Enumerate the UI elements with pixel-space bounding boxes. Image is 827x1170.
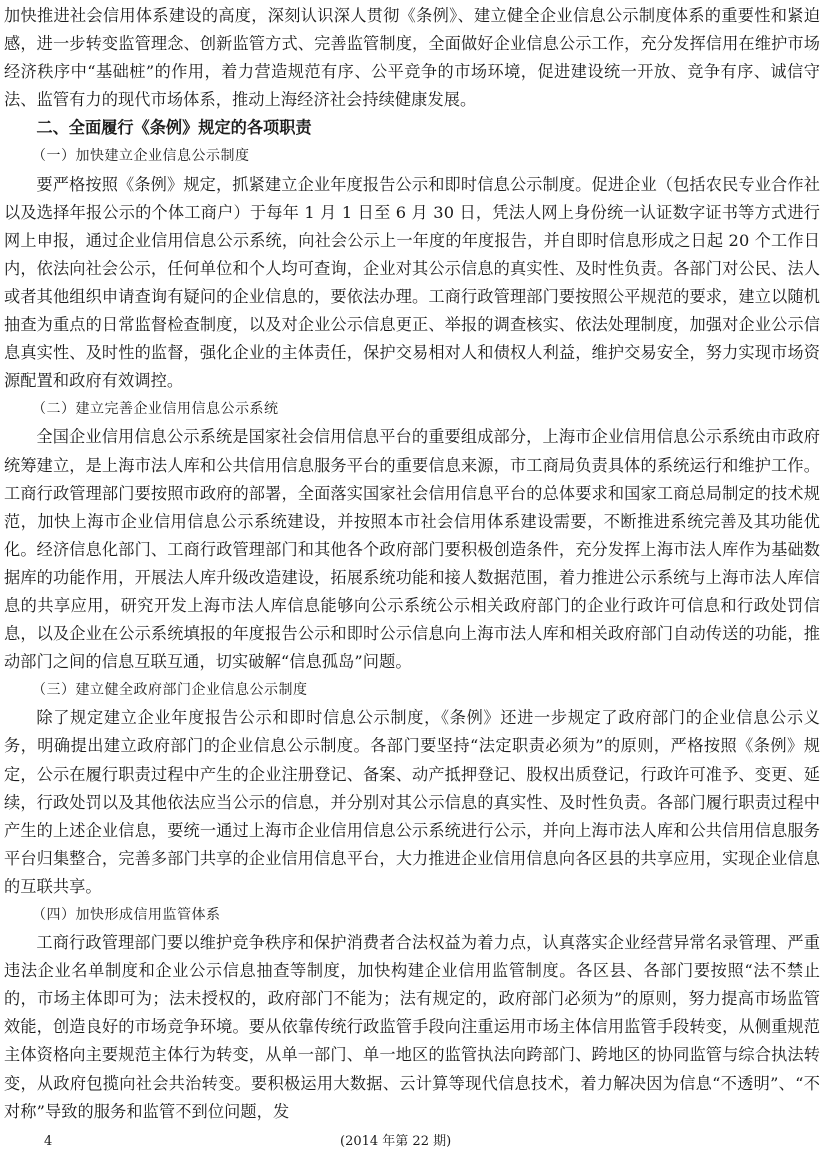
opening-paragraph: 加快推进社会信用体系建设的高度，深刻认识深人贯彻《条例》、建立健全企业信息公示制度体系的重要性和紧迫感，进一步转变监管理念、创新监管方式、完善监管制度，全面做好企业信息公示工作，充分发挥信用在维护市场经济秩序中“基础桩”的作用，着力营造规范有序、公平竞争的市场环境，促进建设统一开放、竞争有序、诚信守法、监管有力的现代市场体系，推动上海经济社会持续健康发展。 (4, 6, 820, 110)
subsection-paragraph-4: 工商行政管理部门要以维护竞争秩序和保护消费者合法权益为着力点，认真落实企业经营异常名录管理、严重违法企业名单制度和企业公示信息抽查等制度，加快构建企业信用监管制度。各区县、各部门要按照“法不禁止的，市场主体即可为；法未授权的，政府部门不能为；法有规定的，政府部门必须为”的原则，努力提高市场监管效能，创造良好的市场竞争环境。要从依靠传统行政监管手段向注重运用市场主体信用监管手段转变，从侧重规范主体资格向主要规范主体行为转变，从单一部门、单一地区的监管执法向跨部门、跨地区的协同监管与综合执法转变，从政府包揽向社会共治转变。要积极运用大数据、云计算等现代信息技术，着力解决因为信息“不透明”、“不对称”导致的服务和监管不到位问题，发 (4, 933, 820, 1121)
page-number: 4 (44, 1134, 53, 1149)
subsection-heading-1: （一）加快建立企业信息公示制度 (32, 148, 250, 165)
subsection-paragraph-2: 全国企业信用信息公示系统是国家社会信用信息平台的重要组成部分，上海市企业信用信息公示系统由市政府统筹建立，是上海市法人库和公共信用信息服务平台的重要信息来源，市工商局负责具体的系统运行和维护工作。工商行政管理部门要按照市政府的部署，全面落实国家社会信用信息平台的总体要求和国家工商总局制定的技术规范，加快上海市企业信用信息公示系统建设，并按照本市社会信用体系建设需要，不断推进系统完善及其功能优化。经济信息化部门、工商行政管理部门和其他各个政府部门要积极创造条件，充分发挥上海市法人库作为基础数据库的功能作用，开展法人库升级改造建设，拓展系统功能和接人数据范围，着力推进公示系统与上海市法人库信息的共享应用，研究开发上海市法人库信息能够向公示系统公示相关政府部门的企业行政许可信息和行政处罚信息，以及企业在公示系统填报的年度报告公示和即时公示信息向上海市法人库和相关政府部门自动传送的功能，推动部门之间的信息互联互通，切实破解“信息孤岛”问题。 (4, 427, 820, 672)
page-footer (0, 1130, 827, 1154)
subsection-heading-2: （二）建立完善企业信用信息公示系统 (32, 401, 279, 418)
subsection-heading-4: （四）加快形成信用监管体系 (32, 907, 221, 923)
document-body (4, 2, 820, 1126)
subsection-heading-3: （三）建立健全政府部门企业信息公示制度 (32, 682, 308, 699)
subsection-paragraph-3: 除了规定建立企业年度报告公示和即时信息公示制度，《条例》还进一步规定了政府部门的企业信息公示义务，明确提出建立政府部门的企业信息公示制度。各部门要坚持“法定职责必须为”的原则，严格按照《条例》规定，公示在履行职责过程中产生的企业注册登记、备案、动产抵押登记、股权出质登记，行政许可准予、变更、延续，行政处罚以及其他依法应当公示的信息，并分别对其公示信息的真实性、及时性负责。各部门履行职责过程中产生的上述企业信息，要统一通过上海市企业信用信息公示系统进行公示，并向上海市法人库和公共信用信息服务平台归集整合，完善多部门共享的企业信用信息平台，大力推进企业信用信息向各区县的共享应用，实现企业信息的互联共享。 (4, 708, 820, 896)
subsection-paragraph-1: 要严格按照《条例》规定，抓紧建立企业年度报告公示和即时信息公示制度。促进企业（包括农民专业合作社以及选择年报公示的个体工商户）于每年 1 月 1 日至 6 月 30 日，凭法人网上身份统一认证数字证书等方式进行网上申报，通过企业信用信息公示系统，向社会公示上一年度的年度报告，并自即时信息形成之日起 20 个工作日内，依法向社会公示，任何单位和个人均可查询，企业对其公示信息的真实性、及时性负责。各部门对公民、法人或者其他组织申请查询有疑问的企业信息的，要依法办理。工商行政管理部门要按照公平规范的要求，建立以随机抽查为重点的日常监督检查制度，以及对企业公示信息更正、举报的调查核实、依法处理制度，加强对企业公示信息真实性、及时性的监督，强化企业的主体责任，保护交易相对人和债权人利益，维护交易安全，努力实现市场资源配置和政府有效调控。 (4, 174, 820, 391)
section-heading: 二、全面履行《条例》规定的各项职责 (36, 118, 312, 138)
issue-label: (2014 年第 22 期) (340, 1134, 452, 1149)
